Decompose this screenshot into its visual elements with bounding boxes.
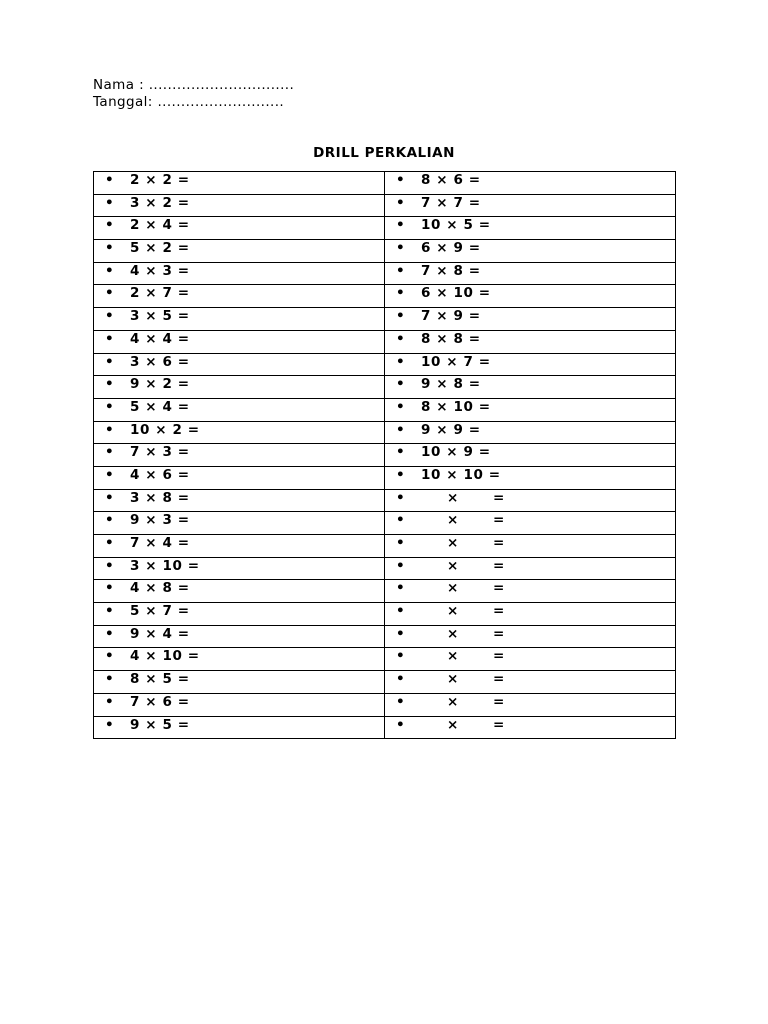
right-problem-cell bbox=[385, 580, 676, 603]
problem-text: 5 × 2 = bbox=[130, 240, 190, 257]
right-problem-cell bbox=[385, 194, 676, 217]
bullet-icon: • bbox=[105, 580, 115, 597]
problem-text: 8 × 6 = bbox=[421, 172, 481, 188]
left-problem-cell bbox=[94, 398, 385, 421]
table-row bbox=[94, 580, 676, 603]
times-sign: × bbox=[447, 648, 459, 665]
table-row bbox=[94, 421, 676, 444]
equals-sign: = bbox=[493, 625, 505, 642]
bullet-icon: • bbox=[105, 557, 115, 574]
table-row bbox=[94, 625, 676, 648]
problem-text: 8 × 5 = bbox=[130, 671, 190, 688]
problem-text: 8 × 8 = bbox=[421, 330, 481, 347]
problem-text: 7 × 3 = bbox=[130, 444, 190, 461]
left-problem-cell bbox=[94, 693, 385, 716]
right-problem-cell bbox=[385, 512, 676, 535]
table-row bbox=[94, 376, 676, 399]
bullet-icon: • bbox=[396, 693, 406, 710]
equals-sign: = bbox=[493, 693, 505, 710]
right-problem-cell bbox=[385, 285, 676, 308]
equals-sign: = bbox=[493, 512, 505, 529]
bullet-icon: • bbox=[396, 353, 406, 370]
bullet-icon: • bbox=[396, 557, 406, 574]
problem-text: 10 × 10 = bbox=[421, 466, 501, 483]
table-row bbox=[94, 512, 676, 535]
bullet-icon: • bbox=[396, 671, 406, 688]
bullet-icon: • bbox=[105, 330, 115, 347]
right-problem-cell bbox=[385, 535, 676, 558]
equals-sign: = bbox=[493, 535, 505, 551]
problem-text: 9 × 5 = bbox=[130, 716, 190, 733]
left-problem-cell bbox=[94, 421, 385, 444]
right-problem-cell bbox=[385, 308, 676, 331]
left-problem-cell bbox=[94, 466, 385, 489]
table-row bbox=[94, 240, 676, 263]
problem-text: 5 × 4 = bbox=[130, 398, 190, 415]
bullet-icon: • bbox=[105, 217, 115, 234]
table-row bbox=[94, 330, 676, 353]
left-problem-cell bbox=[94, 285, 385, 308]
problem-text: 7 × 4 = bbox=[130, 535, 190, 551]
problem-text: 4 × 4 = bbox=[130, 330, 190, 347]
bullet-icon: • bbox=[105, 693, 115, 710]
left-problem-cell bbox=[94, 489, 385, 512]
problem-text: 5 × 7 = bbox=[130, 603, 190, 620]
left-problem-cell bbox=[94, 172, 385, 195]
problem-text: 4 × 10 = bbox=[130, 648, 200, 665]
bullet-icon: • bbox=[105, 376, 115, 393]
table-row bbox=[94, 603, 676, 626]
right-problem-cell bbox=[385, 353, 676, 376]
left-problem-cell bbox=[94, 330, 385, 353]
bullet-icon: • bbox=[396, 466, 406, 483]
right-problem-cell bbox=[385, 693, 676, 716]
table-row bbox=[94, 217, 676, 240]
bullet-icon: • bbox=[105, 625, 115, 642]
right-problem-cell bbox=[385, 376, 676, 399]
right-problem-cell bbox=[385, 421, 676, 444]
bullet-icon: • bbox=[396, 535, 406, 551]
bullet-icon: • bbox=[105, 671, 115, 688]
times-sign: × bbox=[447, 716, 459, 733]
right-problem-cell bbox=[385, 240, 676, 263]
bullet-icon: • bbox=[396, 489, 406, 506]
left-problem-cell bbox=[94, 353, 385, 376]
equals-sign: = bbox=[493, 557, 505, 574]
problem-text: 9 × 4 = bbox=[130, 625, 190, 642]
left-problem-cell bbox=[94, 376, 385, 399]
left-problem-cell bbox=[94, 240, 385, 263]
bullet-icon: • bbox=[396, 421, 406, 438]
table-row bbox=[94, 398, 676, 421]
left-problem-cell bbox=[94, 512, 385, 535]
right-problem-cell bbox=[385, 625, 676, 648]
equals-sign: = bbox=[493, 716, 505, 733]
table-row bbox=[94, 444, 676, 467]
bullet-icon: • bbox=[105, 240, 115, 257]
left-problem-cell bbox=[94, 217, 385, 240]
bullet-icon: • bbox=[105, 172, 115, 188]
problem-text: 9 × 8 = bbox=[421, 376, 481, 393]
table-row bbox=[94, 308, 676, 331]
bullet-icon: • bbox=[105, 603, 115, 620]
table-row bbox=[94, 716, 676, 739]
bullet-icon: • bbox=[396, 262, 406, 279]
times-sign: × bbox=[447, 603, 459, 620]
left-problem-cell bbox=[94, 648, 385, 671]
times-sign: × bbox=[447, 512, 459, 529]
problem-text: 9 × 2 = bbox=[130, 376, 190, 393]
problem-text: 10 × 7 = bbox=[421, 353, 491, 370]
multiplication-table bbox=[93, 171, 676, 739]
bullet-icon: • bbox=[396, 512, 406, 529]
table-row bbox=[94, 535, 676, 558]
equals-sign: = bbox=[493, 580, 505, 597]
times-sign: × bbox=[447, 625, 459, 642]
left-problem-cell bbox=[94, 580, 385, 603]
problem-text: 9 × 9 = bbox=[421, 421, 481, 438]
table-row bbox=[94, 285, 676, 308]
problem-text: 6 × 10 = bbox=[421, 285, 491, 302]
problem-text: 6 × 9 = bbox=[421, 240, 481, 257]
bullet-icon: • bbox=[105, 716, 115, 733]
left-problem-cell bbox=[94, 444, 385, 467]
bullet-icon: • bbox=[396, 398, 406, 415]
left-problem-cell bbox=[94, 716, 385, 739]
table-row bbox=[94, 172, 676, 195]
bullet-icon: • bbox=[396, 330, 406, 347]
bullet-icon: • bbox=[105, 421, 115, 438]
right-problem-cell bbox=[385, 466, 676, 489]
bullet-icon: • bbox=[396, 716, 406, 733]
right-problem-cell bbox=[385, 172, 676, 195]
bullet-icon: • bbox=[105, 535, 115, 551]
problem-text: 4 × 3 = bbox=[130, 262, 190, 279]
bullet-icon: • bbox=[396, 580, 406, 597]
name-line: Nama : ............................... bbox=[93, 77, 295, 93]
problem-text: 10 × 2 = bbox=[130, 421, 200, 438]
left-problem-cell bbox=[94, 671, 385, 694]
right-problem-cell bbox=[385, 648, 676, 671]
bullet-icon: • bbox=[396, 444, 406, 461]
times-sign: × bbox=[447, 693, 459, 710]
table-row bbox=[94, 489, 676, 512]
bullet-icon: • bbox=[396, 625, 406, 642]
problem-text: 7 × 7 = bbox=[421, 194, 481, 211]
problem-text: 2 × 2 = bbox=[130, 172, 190, 188]
left-problem-cell bbox=[94, 535, 385, 558]
bullet-icon: • bbox=[396, 172, 406, 188]
table-row bbox=[94, 353, 676, 376]
problem-text: 4 × 8 = bbox=[130, 580, 190, 597]
bullet-icon: • bbox=[396, 240, 406, 257]
bullet-icon: • bbox=[105, 489, 115, 506]
right-problem-cell bbox=[385, 262, 676, 285]
bullet-icon: • bbox=[105, 648, 115, 665]
times-sign: × bbox=[447, 580, 459, 597]
problem-text: 3 × 8 = bbox=[130, 489, 190, 506]
bullet-icon: • bbox=[105, 398, 115, 415]
equals-sign: = bbox=[493, 489, 505, 506]
bullet-icon: • bbox=[105, 285, 115, 302]
equals-sign: = bbox=[493, 671, 505, 688]
bullet-icon: • bbox=[396, 217, 406, 234]
right-problem-cell bbox=[385, 398, 676, 421]
bullet-icon: • bbox=[396, 603, 406, 620]
table-row bbox=[94, 194, 676, 217]
left-problem-cell bbox=[94, 308, 385, 331]
bullet-icon: • bbox=[105, 353, 115, 370]
bullet-icon: • bbox=[105, 444, 115, 461]
left-problem-cell bbox=[94, 262, 385, 285]
problem-text: 7 × 6 = bbox=[130, 693, 190, 710]
problem-text: 2 × 4 = bbox=[130, 217, 190, 234]
times-sign: × bbox=[447, 557, 459, 574]
right-problem-cell bbox=[385, 603, 676, 626]
left-problem-cell bbox=[94, 625, 385, 648]
left-problem-cell bbox=[94, 557, 385, 580]
right-problem-cell bbox=[385, 716, 676, 739]
right-problem-cell bbox=[385, 444, 676, 467]
problem-text: 3 × 5 = bbox=[130, 308, 190, 325]
bullet-icon: • bbox=[105, 512, 115, 529]
right-problem-cell bbox=[385, 330, 676, 353]
bullet-icon: • bbox=[396, 648, 406, 665]
left-problem-cell bbox=[94, 603, 385, 626]
right-problem-cell bbox=[385, 557, 676, 580]
bullet-icon: • bbox=[396, 285, 406, 302]
times-sign: × bbox=[447, 489, 459, 506]
table-row bbox=[94, 262, 676, 285]
right-problem-cell bbox=[385, 671, 676, 694]
problem-text: 2 × 7 = bbox=[130, 285, 190, 302]
left-problem-cell bbox=[94, 194, 385, 217]
right-problem-cell bbox=[385, 217, 676, 240]
equals-sign: = bbox=[493, 648, 505, 665]
table-row bbox=[94, 557, 676, 580]
problem-text: 7 × 8 = bbox=[421, 262, 481, 279]
problem-text: 3 × 6 = bbox=[130, 353, 190, 370]
problem-text: 10 × 5 = bbox=[421, 217, 491, 234]
bullet-icon: • bbox=[396, 376, 406, 393]
bullet-icon: • bbox=[105, 466, 115, 483]
problem-text: 3 × 10 = bbox=[130, 557, 200, 574]
times-sign: × bbox=[447, 671, 459, 688]
page-title: DRILL PERKALIAN bbox=[313, 145, 455, 161]
times-sign: × bbox=[447, 535, 459, 551]
table-row bbox=[94, 693, 676, 716]
bullet-icon: • bbox=[396, 308, 406, 325]
problem-text: 7 × 9 = bbox=[421, 308, 481, 325]
problem-text: 9 × 3 = bbox=[130, 512, 190, 529]
bullet-icon: • bbox=[105, 262, 115, 279]
equals-sign: = bbox=[493, 603, 505, 620]
right-problem-cell bbox=[385, 489, 676, 512]
date-line: Tanggal: ........................... bbox=[93, 94, 285, 110]
bullet-icon: • bbox=[396, 194, 406, 211]
problem-text: 8 × 10 = bbox=[421, 398, 491, 415]
bullet-icon: • bbox=[105, 308, 115, 325]
student-header bbox=[93, 77, 294, 111]
table-row bbox=[94, 671, 676, 694]
problem-text: 4 × 6 = bbox=[130, 466, 190, 483]
bullet-icon: • bbox=[105, 194, 115, 211]
table-row bbox=[94, 648, 676, 671]
problem-text: 3 × 2 = bbox=[130, 194, 190, 211]
table-row bbox=[94, 466, 676, 489]
problem-text: 10 × 9 = bbox=[421, 444, 491, 461]
